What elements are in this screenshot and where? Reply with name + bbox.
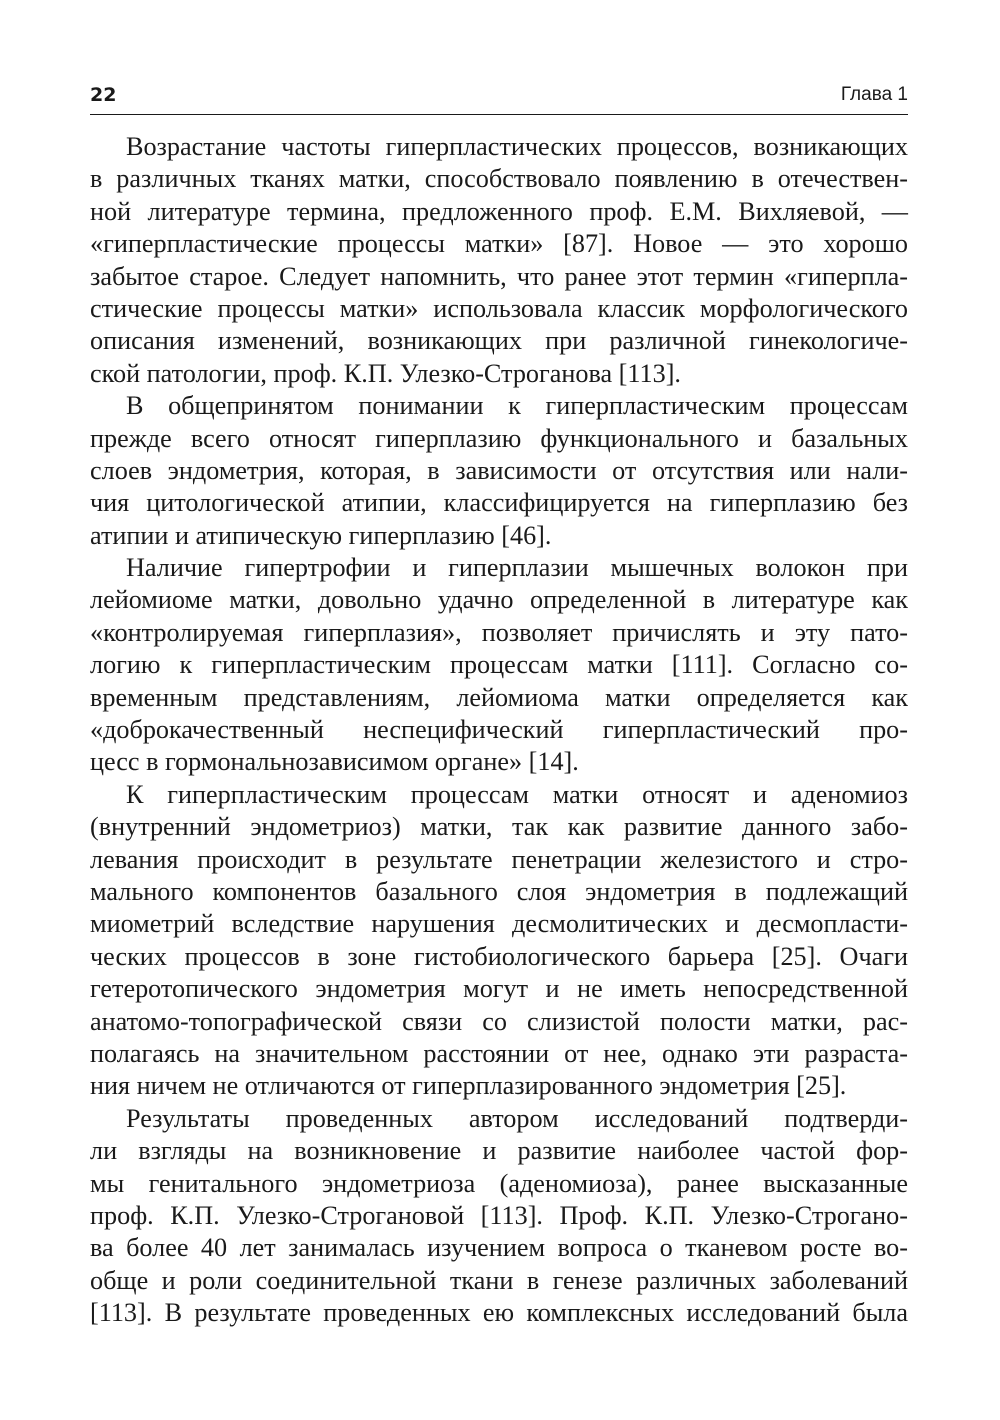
- text-line: анатомо-топографической связи со слизистой полости матки, рас-: [90, 1006, 908, 1036]
- paragraph: [90, 390, 908, 552]
- text-line: «контролируемая гиперплазия», позволяет причислять и эту пато-: [90, 617, 908, 647]
- text-line: Возрастание частоты гиперпластических процессов, возникающих: [126, 132, 908, 161]
- text-line: забытое старое. Следует напомнить, что ранее этот термин «гиперпла-: [90, 261, 908, 291]
- paragraph: [90, 779, 908, 1103]
- text-line: ли взгляды на возникновение и развитие наиболее частой фор-: [90, 1136, 908, 1166]
- text-line: обще и роли соединительной ткани в генезе различных заболеваний: [90, 1265, 908, 1295]
- text-line: (внутренний эндометриоз) матки, так как развитие данного забо-: [90, 812, 908, 842]
- text-line: левания происходит в результате пенетрации железистого и стро-: [90, 844, 908, 874]
- text-line: Наличие гипертрофии и гиперплазии мышечных волокон при: [126, 553, 908, 583]
- text-line: прежде всего относят гиперплазию функционального и базальных: [90, 423, 908, 453]
- paragraph: [90, 1103, 908, 1330]
- page-number: 22: [90, 84, 117, 106]
- text-line: ва более 40 лет занималась изучением вопроса о тканевом росте во-: [90, 1233, 908, 1263]
- text-line: лейомиоме матки, довольно удачно определенной в литературе как: [90, 585, 908, 615]
- text-line: мального компонентов базального слоя эндометрия в подлежащий: [90, 876, 908, 906]
- text-line: в различных тканях матки, способствовало появлению в отечествен-: [90, 164, 908, 194]
- text-line: В общепринятом понимании к гиперпластическим процессам: [126, 391, 908, 421]
- text-line: стические процессы матки» использовала классик морфологического: [90, 293, 908, 323]
- text-line: [113]. В результате проведенных ею комплексных исследований была: [90, 1298, 908, 1328]
- paragraph: [90, 131, 908, 390]
- paragraph: [90, 552, 908, 779]
- text-line: атипии и атипическую гиперплазию [46].: [90, 520, 552, 550]
- page-header: [90, 84, 908, 115]
- text-line: «гиперпластические процессы матки» [87]. Новое — это хорошо: [90, 229, 908, 259]
- text-line: гетеротопического эндометрия могут и не иметь непосредственной: [90, 974, 908, 1004]
- text-line: проф. К.П. Улезко-Строгановой [113]. Проф. К.П. Улезко-Строгано-: [90, 1200, 908, 1230]
- text-line: цесс в гормональнозависимом органе» [14].: [90, 747, 579, 777]
- text-line: описания изменений, возникающих при различной гинекологиче-: [90, 326, 908, 356]
- text-line: слоев эндометрия, которая, в зависимости от отсутствия или нали-: [90, 455, 908, 485]
- text-line: чия цитологической атипии, классифицируется на гиперплазию без: [90, 488, 908, 518]
- text-line: ческих процессов в зоне гистобиологического барьера [25]. Очаги: [90, 941, 908, 971]
- text-line: временным представлениям, лейомиома матки определяется как: [90, 682, 908, 712]
- text-line: логию к гиперпластическим процессам матки [111]. Согласно со-: [90, 650, 908, 680]
- text-line: К гиперпластическим процессам матки относят и аденомиоз: [126, 779, 908, 809]
- text-line: «доброкачественный неспецифический гиперпластический про-: [90, 715, 908, 745]
- text-line: ной литературе термина, предложенного проф. Е.М. Вихляевой, —: [90, 196, 908, 226]
- chapter-title: Глава 1: [840, 84, 908, 105]
- text-line: ния ничем не отличаются от гиперплазированного эндометрия [25].: [90, 1071, 847, 1101]
- text-line: ской патологии, проф. К.П. Улезко-Строганова [113].: [90, 358, 681, 388]
- text-line: полагаясь на значительном расстоянии от нее, однако эти разраста-: [90, 1038, 908, 1068]
- text-line: Результаты проведенных автором исследований подтверди-: [126, 1103, 908, 1133]
- body-text: [90, 131, 908, 1329]
- text-line: миометрий вследствие нарушения десмолитических и десмопласти-: [90, 909, 908, 939]
- text-line: мы генитального эндометриоза (аденомиоза), ранее высказанные: [90, 1168, 908, 1198]
